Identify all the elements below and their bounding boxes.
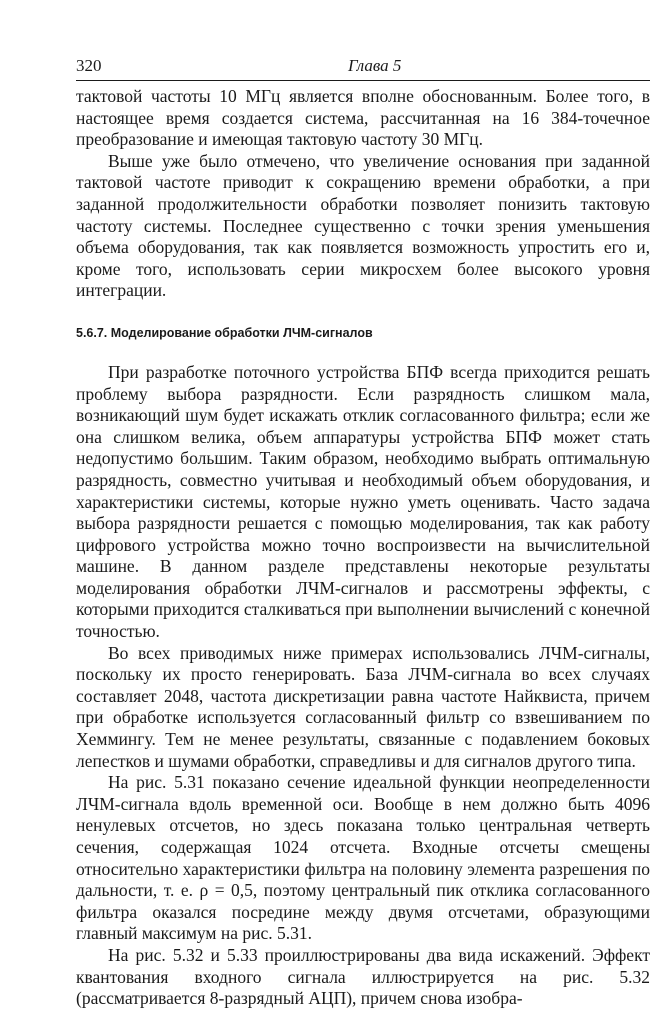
page-header bbox=[76, 56, 650, 80]
running-head-chapter: Глава 5 bbox=[348, 56, 402, 75]
paragraph: Выше уже было отмечено, что увеличение основания при заданной тактовой частоте приводит к сокращению времени обработки, а при заданной продолжительности обработки позволяет понизить тактовую частоту системы. Последнее существенно с точки зрения уменьшения объема оборудования, так как появляется возможность упростить его и, кроме того, использовать серии микросхем более высокого уровня интеграции. bbox=[76, 150, 650, 301]
header-rule bbox=[76, 80, 650, 81]
body-text bbox=[76, 86, 650, 1010]
paragraph: Во всех приводимых ниже примерах использовались ЛЧМ-сигналы, поскольку их просто генерировать. База ЛЧМ-сигнала во всех случаях составляет 2048, частота дискретизации равна частоте Найквиста, причем при обработке используется согласованный фильтр со взвешиванием по Хеммингу. Тем не менее результаты, связанные с подавлением боковых лепестков и шумами обработки, справедливы и для сигналов другого типа. bbox=[76, 642, 650, 771]
paragraph: При разработке поточного устройства БПФ всегда приходится решать проблему выбора разрядности. Если разрядность слишком мала, возникающий шум будет искажать отклик согласованного фильтра; если же она слишком велика, объем аппаратуры устройства БПФ может стать недопустимо большим. Таким образом, необходимо выбрать оптимальную разрядность, совместно учитывая и необходимый объем оборудования, и характеристики системы, которые нужно уметь оценивать. Часто задача выбора разрядности решается с помощью моделирования, так как работу цифрового устройства можно точно воспроизвести на вычислительной машине. В данном разделе представлены некоторые результаты моделирования обработки ЛЧМ-сигналов и рассмотрены эффекты, с которыми приходится сталкиваться при выполнении вычислений с конечной точностью. bbox=[76, 361, 650, 642]
paragraph-continued: тактовой частоты 10 МГц является вполне обоснованным. Более того, в настоящее время создается система, рассчитанная на 16 384-точечное преобразование и имеющая тактовую частоту 30 МГц. bbox=[76, 86, 650, 150]
paragraph-continues-next-page: На рис. 5.32 и 5.33 проиллюстрированы два вида искажений. Эффект квантования входного сигнала иллюстрируется на рис. 5.32 (рассматривается 8-разрядный АЦП), причем снова изобра- bbox=[76, 944, 650, 1009]
paragraph: На рис. 5.31 показано сечение идеальной функции неопределенности ЛЧМ-сигнала вдоль временной оси. Вообще в нем должно быть 4096 ненулевых отсчетов, но здесь показана только центральная четверть сечения, содержащая 1024 отсчета. Входные отсчеты смещены относительно характеристики фильтра на половину элемента разрешения по дальности, т. е. ρ = 0,5, поэтому центральный пик отклика согласованного фильтра оказался посредине между двумя отсчетами, образующими главный максимум на рис. 5.31. bbox=[76, 772, 650, 944]
section-heading: 5.6.7. Моделирование обработки ЛЧМ-сигналов bbox=[76, 325, 373, 340]
page-number: 320 bbox=[76, 56, 102, 75]
